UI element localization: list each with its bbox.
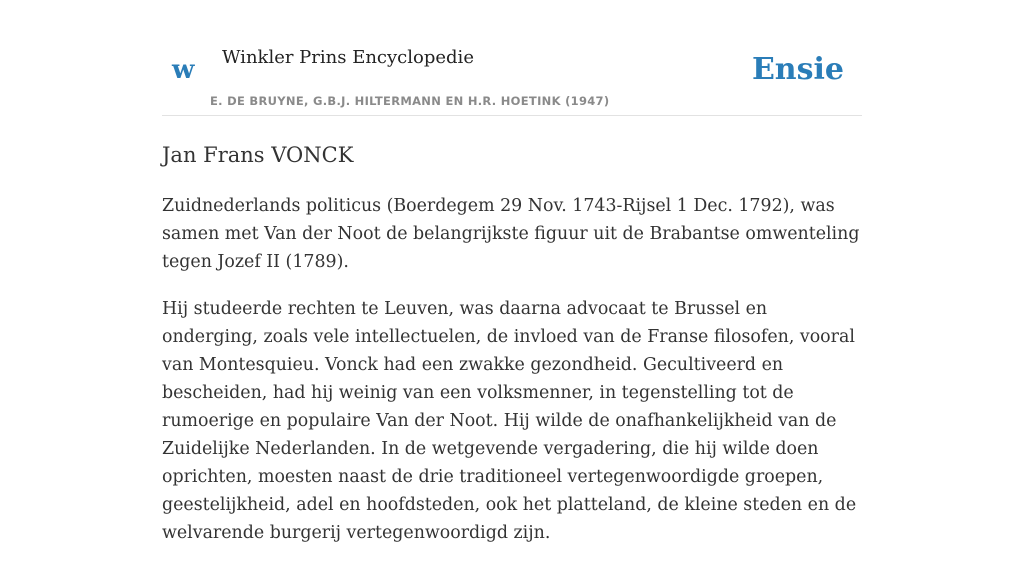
publication-authors: E. DE BRUYNE, G.B.J. HILTERMANN EN H.R. HOETINK (1947) <box>210 94 610 108</box>
article-title: Jan Frans VONCK <box>162 143 354 167</box>
article-paragraph: Zuidnederlands politicus (Boerdegem 29 Nov. 1743-Rijsel 1 Dec. 1792), was samen met Van der Noot de belangrijkste figuur uit de Brabantse omwenteling tegen Jozef II (1789). <box>162 196 860 272</box>
source-header <box>162 40 862 116</box>
article-body <box>162 192 866 566</box>
winkler-prins-logo[interactable]: w <box>172 55 195 85</box>
article-paragraph: Hij studeerde rechten te Leuven, was daarna advocaat te Brussel en onderging, zoals vele intellectuelen, de invloed van de Franse filosofen, vooral van Montesquieu. Vonck had een zwakke gezondheid. Gecultiveerd en bescheiden, had hij weinig van een volksmenner, in tegenstelling tot de rumoerige en populaire Van der Noot. Hij wilde de onafhankelijkheid van de Zuidelijke Nederlanden. In de wetgevende vergadering, die hij wilde doen oprichten, moesten naast de drie traditioneel vertegenwoordigde groepen, geestelijkheid, adel en hoofdsteden, ook het platteland, de kleine steden en de welvarende burgerij vertegenwoordigd zijn. <box>162 299 857 543</box>
ensie-logo[interactable]: Ensie <box>751 52 844 87</box>
publication-title[interactable]: Winkler Prins Encyclopedie <box>222 47 474 68</box>
